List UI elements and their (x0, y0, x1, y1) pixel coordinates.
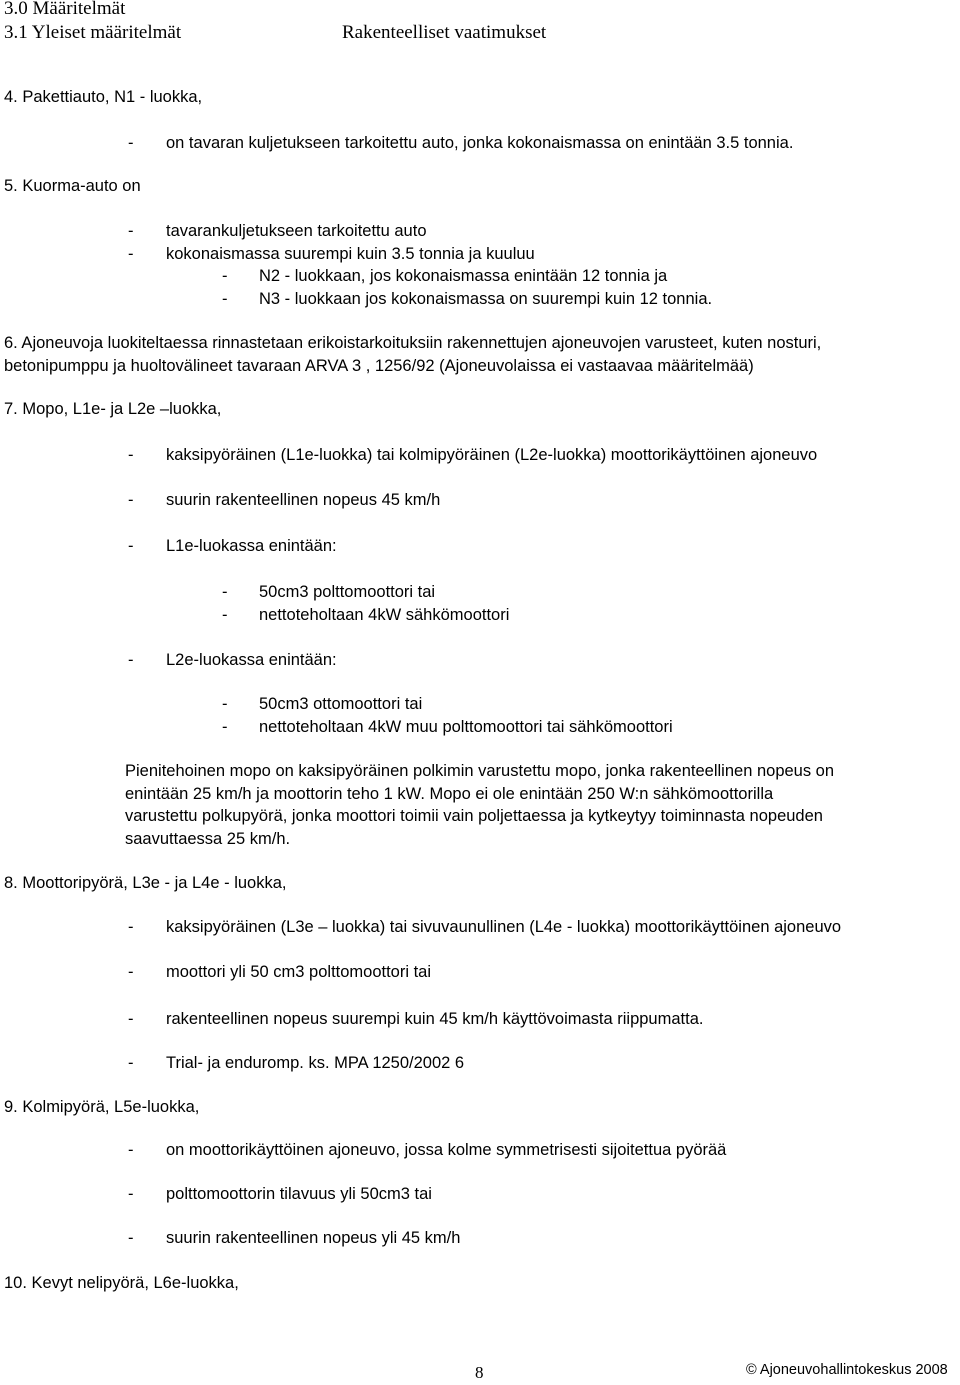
list-dash: - (128, 446, 134, 464)
paragraph-line: varustettu polkupyörä, jonka moottori toimii vain poljettaessa ja kytkeytyy toiminnasta nopeuden (125, 807, 823, 825)
list-dash: - (128, 245, 134, 263)
sub-list-item: nettoteholtaan 4kW sähkömoottori (259, 606, 510, 624)
section-6-line-2: betonipumppu ja huoltovälineet tavaraan ARVA 3 , 1256/92 (Ajoneuvolaissa ei vastaavaa määritelmää) (4, 357, 754, 375)
sub-list-item: 50cm3 ottomoottori tai (259, 695, 423, 713)
list-dash: - (128, 1229, 134, 1247)
paragraph-line: Pienitehoinen mopo on kaksipyöräinen polkimin varustettu mopo, jonka rakenteellinen nopeus on (125, 762, 835, 780)
list-dash: - (128, 651, 134, 669)
sub-list-item: nettoteholtaan 4kW muu polttomoottori tai sähkömoottori (259, 718, 673, 736)
list-dash: - (222, 606, 228, 624)
topic-title: Rakenteelliset vaatimukset (342, 22, 547, 43)
list-dash: - (222, 695, 228, 713)
list-item: moottori yli 50 cm3 polttomoottori tai (166, 963, 432, 981)
section-6-line-1: 6. Ajoneuvoja luokiteltaessa rinnastetaan erikoistarkoituksiin rakennettujen ajoneuvojen varusteet, kuten nosturi, (4, 334, 822, 352)
list-item: kaksipyöräinen (L1e-luokka) tai kolmipyöräinen (L2e-luokka) moottorikäyttöinen ajoneuvo (166, 446, 818, 464)
list-dash: - (222, 267, 228, 285)
section-8-heading: 8. Moottoripyörä, L3e - ja L4e - luokka, (4, 874, 287, 892)
list-dash: - (222, 583, 228, 601)
list-dash: - (222, 290, 228, 308)
list-item: polttomoottorin tilavuus yli 50cm3 tai (166, 1185, 432, 1203)
list-item: Trial- ja enduromp. ks. MPA 1250/2002 6 (166, 1054, 465, 1072)
list-dash: - (128, 1185, 134, 1203)
section-4-heading: 4. Pakettiauto, N1 - luokka, (4, 88, 203, 106)
list-item: L2e-luokassa enintään: (166, 651, 337, 669)
list-item: suurin rakenteellinen nopeus 45 km/h (166, 491, 441, 509)
list-item: on tavaran kuljetukseen tarkoitettu auto, jonka kokonaismassa on enintään 3.5 tonnia. (166, 134, 794, 152)
section-5-heading: 5. Kuorma-auto on (4, 177, 141, 195)
list-dash: - (128, 537, 134, 555)
section-title: 3.1 Yleiset määritelmät (4, 22, 182, 43)
list-dash: - (128, 963, 134, 981)
list-dash: - (128, 222, 134, 240)
copyright: © Ajoneuvohallintokeskus 2008 (746, 1362, 948, 1378)
sub-list-item: 50cm3 polttomoottori tai (259, 583, 436, 601)
paragraph-line: saavuttaessa 25 km/h. (125, 830, 291, 848)
list-dash: - (128, 491, 134, 509)
list-item: kokonaismassa suurempi kuin 3.5 tonnia ja kuuluu (166, 245, 535, 263)
list-item: L1e-luokassa enintään: (166, 537, 337, 555)
list-item: rakenteellinen nopeus suurempi kuin 45 km/h käyttövoimasta riippumatta. (166, 1010, 704, 1028)
chapter-title: 3.0 Määritelmät (4, 0, 126, 19)
section-9-heading: 9. Kolmipyörä, L5e-luokka, (4, 1098, 200, 1116)
list-dash: - (128, 1010, 134, 1028)
list-item: suurin rakenteellinen nopeus yli 45 km/h (166, 1229, 461, 1247)
list-dash: - (128, 134, 134, 152)
section-10-heading: 10. Kevyt nelipyörä, L6e-luokka, (4, 1274, 239, 1292)
list-item: tavarankuljetukseen tarkoitettu auto (166, 222, 427, 240)
list-dash: - (128, 1054, 134, 1072)
sub-list-item: N2 - luokkaan, jos kokonaismassa enintään 12 tonnia ja (259, 267, 668, 285)
list-dash: - (222, 718, 228, 736)
paragraph-line: enintään 25 km/h ja moottorin teho 1 kW. Mopo ei ole enintään 250 W:n sähkömoottorilla (125, 785, 774, 803)
section-7-heading: 7. Mopo, L1e- ja L2e –luokka, (4, 400, 222, 418)
list-item: kaksipyöräinen (L3e – luokka) tai sivuvaunullinen (L4e - luokka) moottorikäyttöinen ajoneuvo (166, 918, 842, 936)
list-dash: - (128, 1141, 134, 1159)
list-item: on moottorikäyttöinen ajoneuvo, jossa kolme symmetrisesti sijoitettua pyörää (166, 1141, 727, 1159)
list-dash: - (128, 918, 134, 936)
sub-list-item: N3 - luokkaan jos kokonaismassa on suurempi kuin 12 tonnia. (259, 290, 713, 308)
page-number: 8 (475, 1363, 484, 1382)
